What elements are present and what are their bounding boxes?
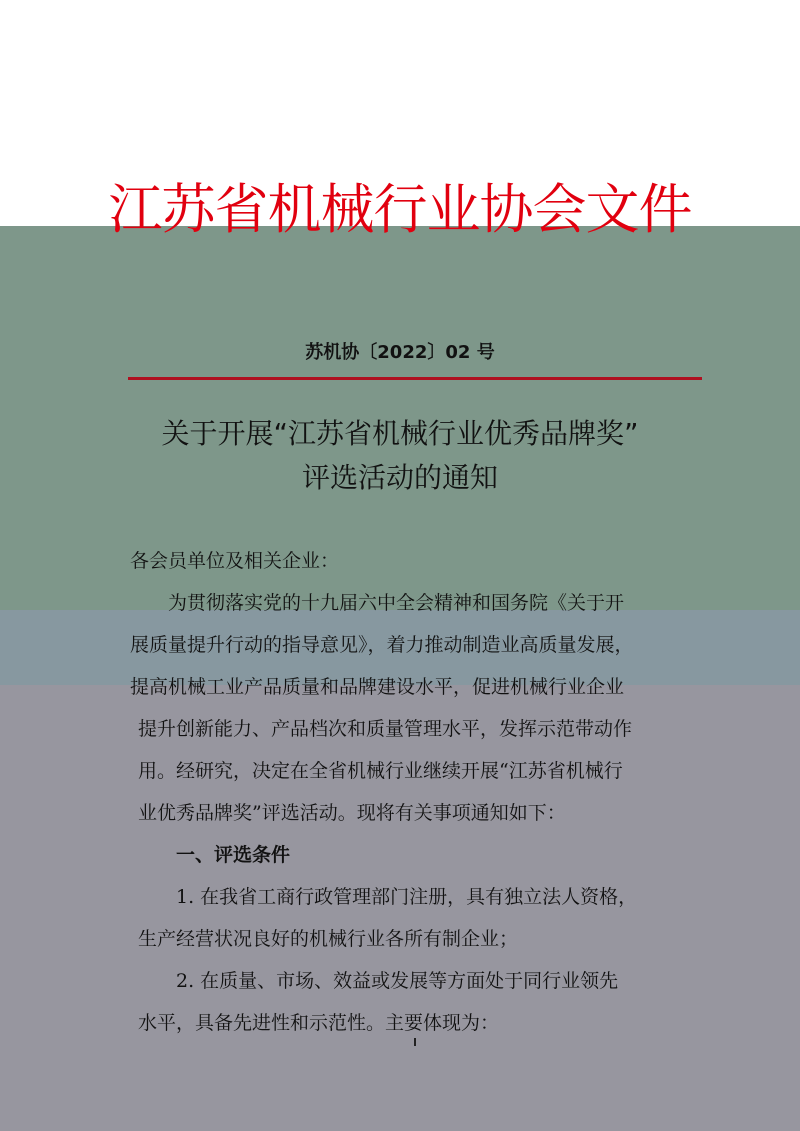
red-divider <box>128 377 702 380</box>
page-mark <box>414 1038 416 1046</box>
body-line: 提升创新能力、产品档次和质量管理水平，发挥示范带动作 <box>138 718 633 740</box>
salutation: 各会员单位及相关企业： <box>130 550 340 572</box>
section-heading: 一、评选条件 <box>176 844 291 866</box>
notice-title <box>0 412 800 500</box>
item-1-line-1: 1. 在我省工商行政管理部门注册，具有独立法人资格， <box>176 886 638 908</box>
body-line: 提高机械工业产品质量和品牌建设水平，促进机械行业企业 <box>130 676 625 698</box>
notice-body <box>130 540 700 1044</box>
body-line: 用。经研究，决定在全省机械行业继续开展“江苏省机械行 <box>138 760 623 782</box>
item-1-line-2: 生产经营状况良好的机械行业各所有制企业； <box>138 928 519 950</box>
body-line: 展质量提升行动的指导意见》，着力推动制造业高质量发展， <box>130 634 634 656</box>
org-heading: 江苏省机械行业协会文件 <box>108 178 692 241</box>
body-line: 为贯彻落实党的十九届六中全会精神和国务院《关于开 <box>168 592 625 614</box>
item-2-line-1: 2. 在质量、市场、效益或发展等方面处于同行业领先 <box>176 970 619 992</box>
body-line: 业优秀品牌奖”评选活动。现将有关事项通知如下： <box>138 802 566 824</box>
notice-title-line-1: 关于开展“江苏省机械行业优秀品牌奖” <box>161 417 639 450</box>
item-2-line-2: 水平，具备先进性和示范性。主要体现为： <box>138 1012 500 1034</box>
notice-title-line-2: 评选活动的通知 <box>301 461 498 494</box>
document-number: 苏机协〔2022〕02 号 <box>305 342 495 363</box>
